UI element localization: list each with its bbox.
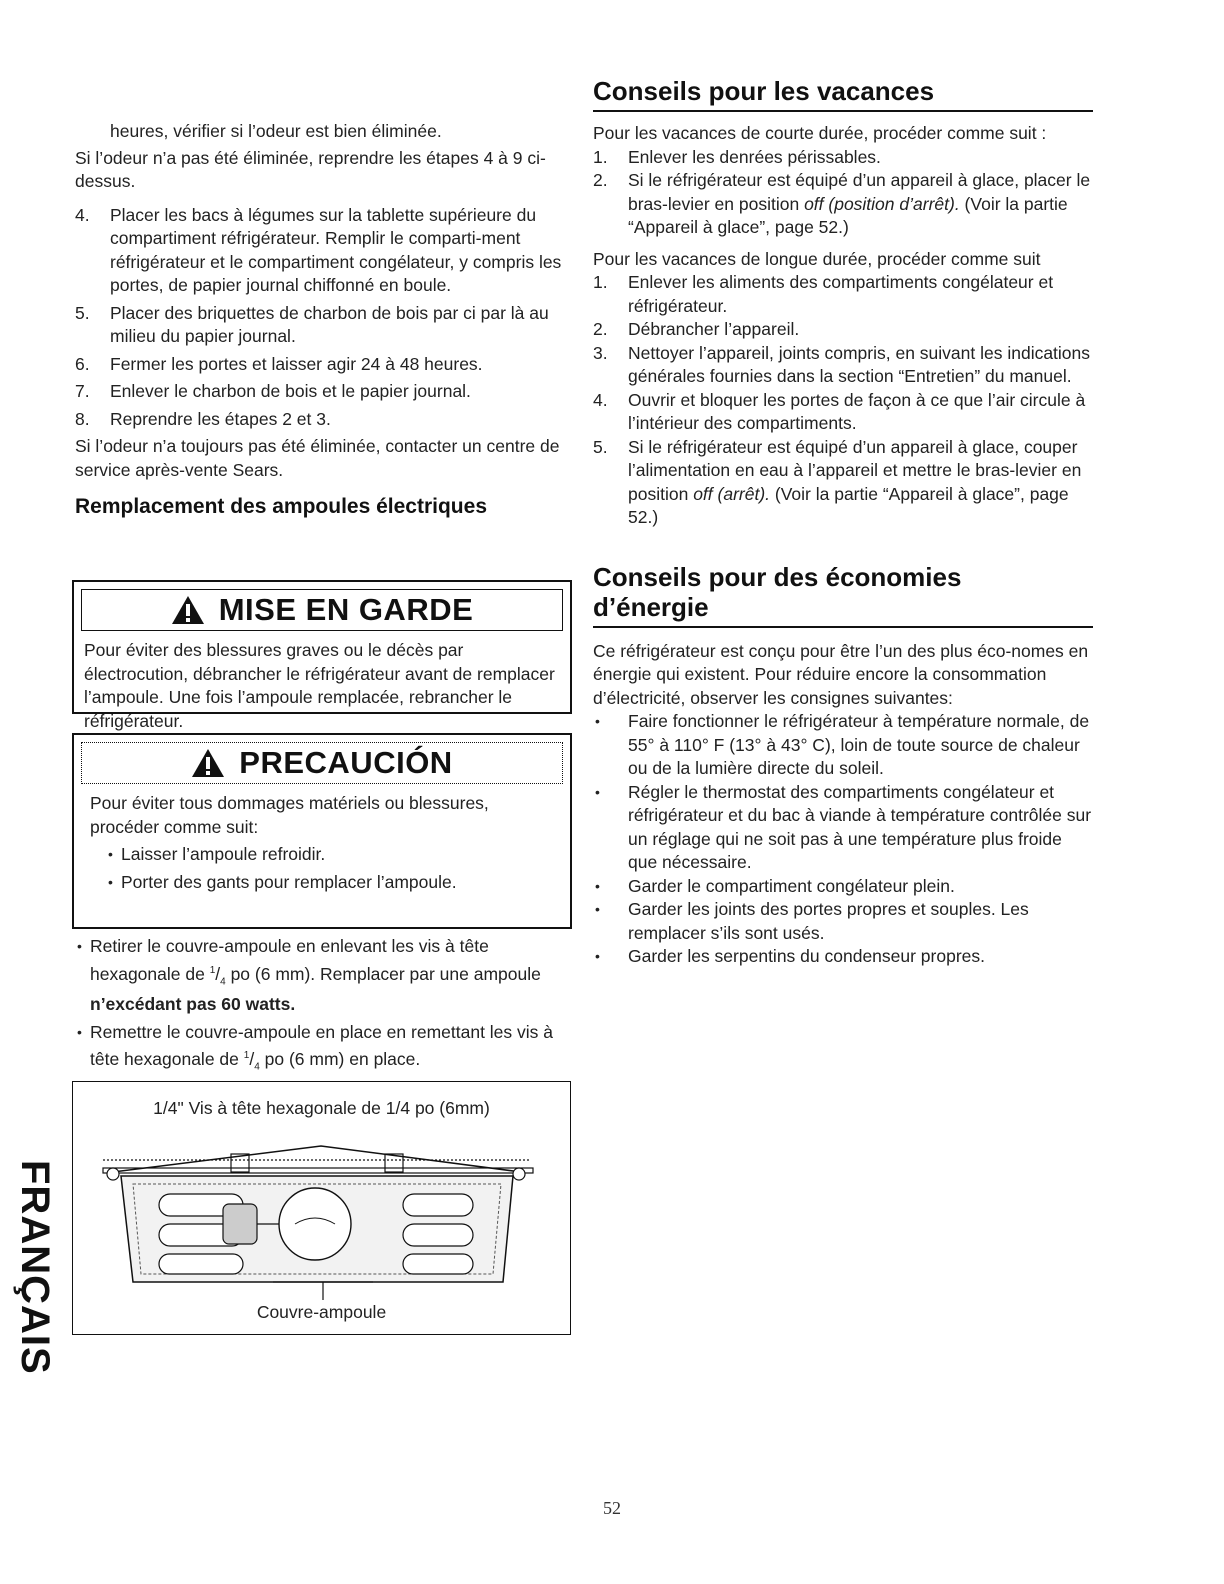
caution-bullets	[106, 843, 570, 894]
closing-paragraph: Si l’odeur n’a toujours pas été éliminée, contacter un centre de service après-vente Sears.	[75, 436, 560, 480]
list-item: • Garder les serpentins du condenseur propres.	[593, 945, 1093, 969]
caution-header	[81, 742, 563, 784]
vacation-title: Conseils pour les vacances	[593, 76, 935, 106]
figure-top-caption: 1/4" Vis à tête hexagonale de 1/4 po (6mm)	[153, 1098, 490, 1118]
list-item: • Retirer le couvre-ampoule en enlevant les vis à tête hexagonale de $^1/_4$ po (6 mm). Remplacer par une ampoule n’excédant pas 60 watts.	[75, 935, 565, 1017]
long-vacation-intro: Pour les vacances de longue durée, procéder comme suit	[593, 248, 1041, 269]
caution-triangle-icon	[191, 748, 225, 778]
short-vacation-intro: Pour les vacances de courte durée, procéder comme suit :	[593, 123, 1047, 143]
bulb-cover-diagram	[73, 1132, 570, 1302]
list-item: 5. Placer des briquettes de charbon de bois par ci par là au milieu du papier journal.	[75, 302, 549, 346]
warning-header	[81, 589, 563, 631]
odor-steps-list	[75, 204, 570, 432]
left-column	[75, 120, 570, 520]
intro-paragraph: Si l’odeur n’a pas été éliminée, reprendre les étapes 4 à 9 ci-dessus.	[75, 147, 546, 191]
bulb-bullets	[75, 935, 565, 1083]
warning-triangle-icon	[171, 595, 205, 625]
vacation-heading-block	[593, 76, 1093, 112]
warning-title: MISE EN GARDE	[218, 592, 474, 627]
list-item: 1. Enlever les denrées périssables.	[593, 146, 881, 167]
caution-title: PRECAUCIÓN	[239, 745, 453, 780]
energy-title-line-2: d’énergie	[593, 591, 709, 622]
list-item: • Porter des gants pour remplacer l’ampoule.	[106, 871, 570, 895]
energy-heading-block	[593, 562, 1093, 628]
bulb-cover-figure	[72, 1081, 571, 1335]
short-vacation-steps	[593, 146, 1093, 240]
energy-title-line-1: Conseils pour des économies	[593, 561, 962, 592]
warning-text: Pour éviter des blessures graves ou le décès par électrocution, débrancher le réfrigérateur avant de remplacer l’ampoule. Une fois l’ampoule remplacée, rebrancher le réfrigérateur.	[84, 640, 555, 731]
bulb-replacement-heading: Remplacement des ampoules électriques	[75, 495, 487, 518]
language-side-tab	[0, 1160, 57, 1420]
list-item: 3. Nettoyer l’appareil, joints compris, en suivant les indications générales fournies dans la section “Entretien” du manuel.	[593, 342, 1091, 386]
energy-tips-list	[593, 710, 1093, 969]
screw-left-icon	[107, 1168, 119, 1180]
screw-right-icon	[513, 1168, 525, 1180]
energy-intro: Ce réfrigérateur est conçu pour être l’un des plus éco-nomes en énergie qui existent. Pour réduire encore la consommation d’électricité, observer les consignes suivantes:	[593, 640, 1089, 708]
list-item: 7. Enlever le charbon de bois et le papier journal.	[75, 381, 471, 401]
figure-bottom-caption: Couvre-ampoule	[256, 1302, 387, 1322]
list-item: • Garder les joints des portes propres et souples. Les remplacer s’ils sont usés.	[593, 898, 1093, 945]
list-item: • Laisser l’ampoule refroidir.	[106, 843, 570, 867]
list-item: 4. Placer les bacs à légumes sur la tablette supérieure du compartiment réfrigérateur. Remplir le comparti-ment réfrigérateur et le compartiment congélateur, y compris les portes, de papier journal chiffonné en boule.	[75, 204, 562, 295]
list-item: 5. Si le réfrigérateur est équipé d’un appareil à glace, couper l’alimentation en eau à l’appareil et mettre le bras-levier en position off (arrêt). (Voir la partie “Appareil à glace”, page 52.)	[593, 436, 1082, 527]
list-item: 2. Débrancher l’appareil.	[593, 319, 800, 339]
caution-text: Pour éviter tous dommages matériels ou blessures, procéder comme suit:	[90, 793, 489, 837]
list-item: 4. Ouvrir et bloquer les portes de façon à ce que l’air circule à l’intérieur des compartiments.	[593, 389, 1086, 433]
right-column	[593, 76, 1093, 969]
caution-box	[72, 733, 572, 929]
list-item: 1. Enlever les aliments des compartiments congélateur et réfrigérateur.	[593, 272, 1054, 316]
side-tab-label: FRANÇAIS	[13, 1160, 57, 1375]
light-bulb-icon	[279, 1188, 351, 1260]
list-item: • Faire fonctionner le réfrigérateur à température normale, de 55° à 110° F (13° à 43° C), loin de toute source de chaleur ou de la lumière directe du soleil.	[593, 710, 1093, 781]
list-item: • Garder le compartiment congélateur plein.	[593, 875, 1093, 899]
list-item: 8. Reprendre les étapes 2 et 3.	[75, 408, 331, 429]
long-vacation-steps	[593, 271, 1093, 530]
page-number: 52	[603, 1498, 621, 1518]
list-item: 6. Fermer les portes et laisser agir 24 à 48 heures.	[75, 353, 483, 374]
list-item: • Remettre le couvre-ampoule en place en remettant les vis à tête hexagonale de $^1/_4$ po (6 mm) en place.	[75, 1021, 565, 1079]
warning-box	[72, 580, 572, 731]
intro-line: heures, vérifier si l’odeur est bien éliminée.	[110, 121, 442, 141]
bulb-wattage-note: n’excédant pas 60 watts.	[90, 994, 296, 1015]
list-item: • Régler le thermostat des compartiments congélateur et réfrigérateur et du bac à viande à température contrôlée sur un réglage qui ne soit pas à une température plus froide que nécessaire.	[593, 781, 1093, 875]
list-item: 2. Si le réfrigérateur est équipé d’un appareil à glace, placer le bras-levier en position off (position d’arrêt). (Voir la partie “Appareil à glace”, page 52.)	[593, 170, 1091, 237]
